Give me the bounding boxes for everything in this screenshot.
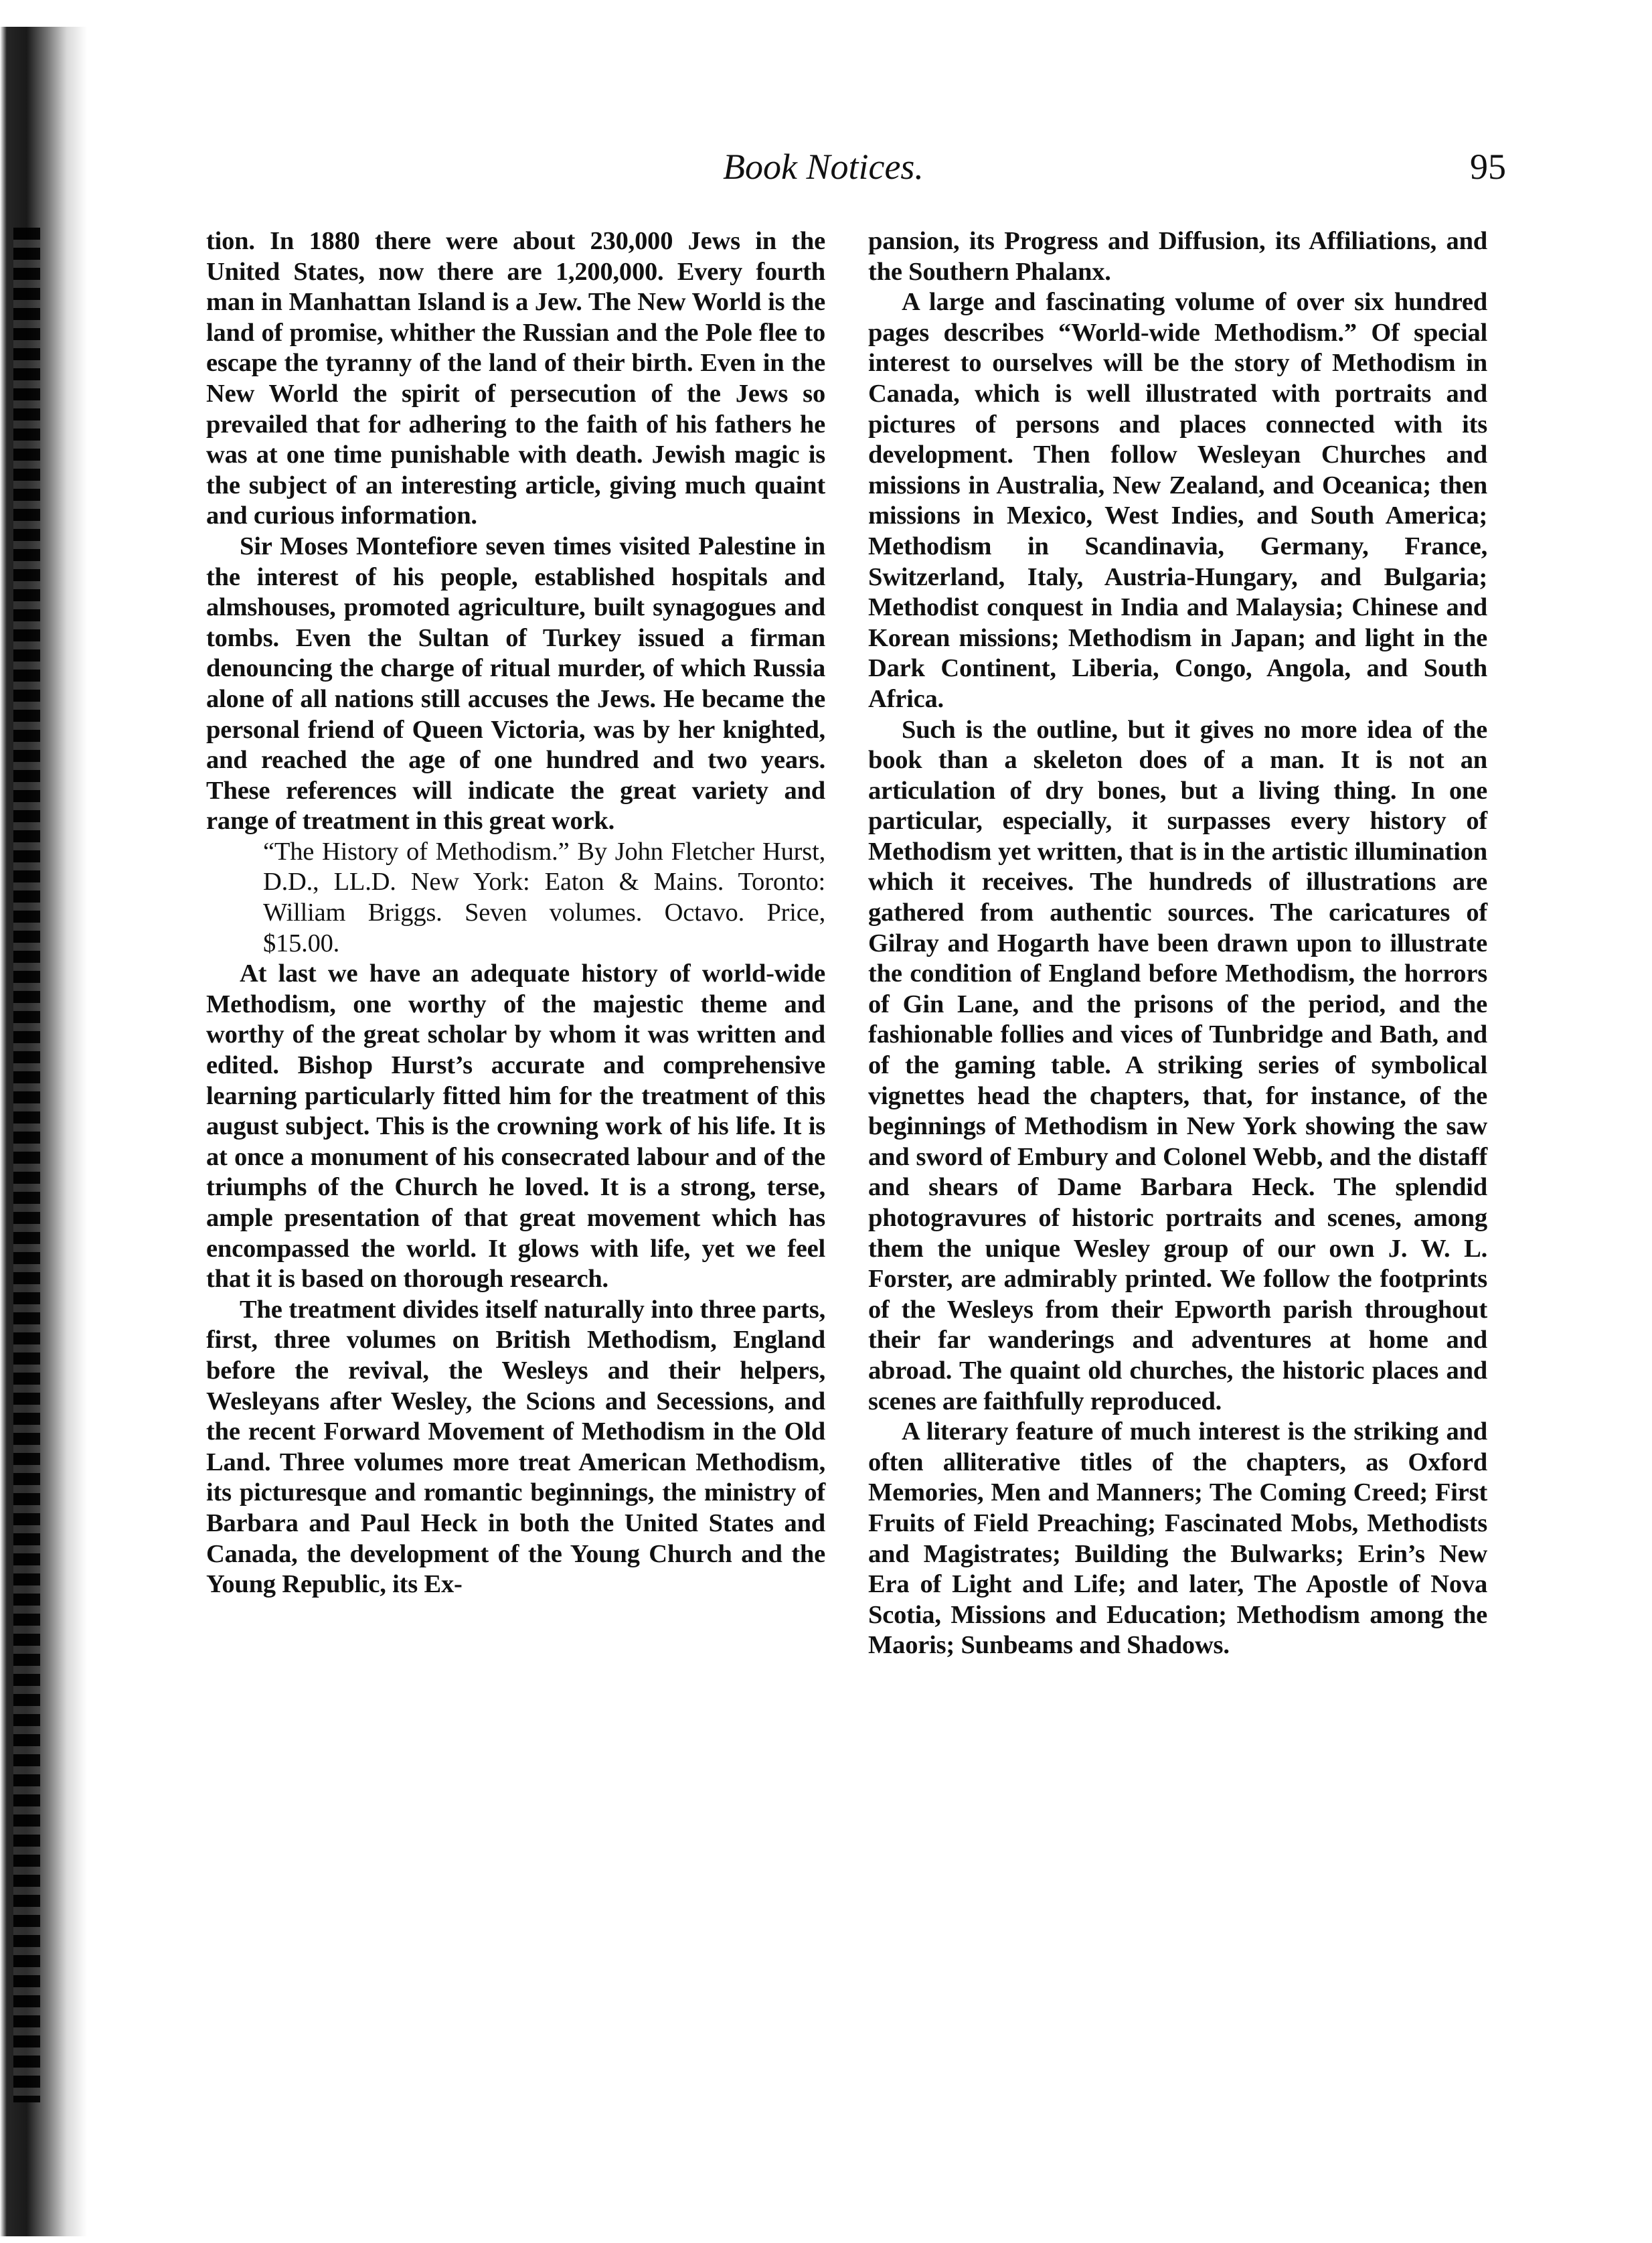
left-paragraph-2: Sir Moses Montefiore seven times visited Palestine in the interest of his people, established hospitals and almshouses, promoted agriculture, built synagogues and tombs. Even the Sultan of Turkey issued a firman denouncing the charge of ritual murder, of which Russia alone of all nations still accuses the Jews. He became the personal friend of Queen Victoria, was by her knighted, and reached the age of one hundred and two years. These references will indicate the great variety and range of treatment in this great work.	[206, 532, 825, 836]
book-entry-citation: “The History of Methodism.” By John Fletcher Hurst, D.D., LL.D. New York: Eaton & Mains. Toronto: William Briggs. Seven volumes. Octavo. Price, $15.00.	[263, 837, 825, 957]
running-head	[723, 146, 1513, 193]
left-paragraph-3: At last we have an adequate history of world-wide Methodism, one worthy of the majestic theme and worthy of the great scholar by whom it was written and edited. Bishop Hurst’s accurate and comprehensive learning particularly fitted him for the treatment of this august subject. This is the crowning work of his life. It is at once a monument of his consecrated labour and of the triumphs of the Church he loved. It is a strong, terse, ample presentation of that great movement which has encompassed the world. It glows with life, yet we feel that it is based on thorough research.	[206, 959, 825, 1294]
right-paragraph-3: Such is the outline, but it gives no more idea of the book than a skeleton does of a man. It is not an articulation of dry bones, but a living thing. In one particular, especially, it surpasses every history of Methodism yet written, that is in the artistic illumination which it receives. The hundreds of illustrations are gathered from authentic sources. The caricatures of Gilray and Hogarth have been drawn upon to illustrate the condition of England before Methodism, the horrors of Gin Lane, and the prisons of the period, and the fashionable follies and vices of Tunbridge and Bath, and of the gaming table. A striking series of symbolical vignettes head the chapters, that, for instance, of the beginnings of Methodism in New York showing the saw and sword of Embury and Colonel Webb, and the distaff and shears of Dame Barbara Heck. The splendid photogravures of historic portraits and scenes, among them the unique Wesley group of our own J. W. L. Forster, are admirably printed. We follow the footprints of the Wesleys from their Epworth parish throughout their far wanderings and adventures at home and abroad. The quaint old churches, the historic places and scenes are faithfully reproduced.	[868, 715, 1487, 1415]
right-paragraph-4: A literary feature of much interest is the striking and often alliterative titles of the chapters, as Oxford Memories, Men and Manners; The Coming Creed; First Fruits of Field Preaching; Fascinated Mobs, Methodists and Magistrates; Building the Bulwarks; Erin’s New Era of Light and Life; and later, The Apostle of Nova Scotia, Missions and Education; Methodism among the Maoris; Sunbeams and Shadows.	[868, 1417, 1487, 1660]
binding-edge-shadow	[0, 27, 87, 2236]
binding-edge-texture	[13, 228, 40, 2102]
left-paragraph-1: tion. In 1880 there were about 230,000 Jews in the United States, now there are 1,200,000. Every fourth man in Manhattan Island is a Jew. The New World is the land of promise, whither the Russian and the Pole flee to escape the tyranny of the land of their birth. Even in the New World the spirit of persecution of the Jews so prevailed that for adhering to the faith of his fathers he was at one time punishable with death. Jewish magic is the subject of an interesting article, giving much quaint and curious information.	[206, 227, 825, 530]
right-column	[868, 226, 1487, 1661]
running-head-title: Book Notices.	[723, 147, 924, 187]
page-number: 95	[1470, 147, 1506, 187]
left-column	[206, 226, 825, 1600]
left-paragraph-4: The treatment divides itself naturally into three parts, first, three volumes on British Methodism, England before the revival, the Wesleys and their helpers, Wesleyans after Wesley, the Scions and Secessions, and the recent Forward Movement of Methodism in the Old Land. Three volumes more treat American Methodism, its picturesque and romantic beginnings, the ministry of Barbara and Paul Heck in both the United States and Canada, the development of the Young Church and the Young Republic, its Ex-	[206, 1295, 825, 1599]
right-paragraph-1: pansion, its Progress and Diffusion, its Affiliations, and the Southern Phalanx.	[868, 227, 1487, 286]
right-paragraph-2: A large and fascinating volume of over six hundred pages describes “World-wide Methodism.” Of special interest to ourselves will be the story of Methodism in Canada, which is well illustrated with portraits and pictures of persons and places connected with its development. Then follow Wesleyan Churches and missions in Australia, New Zealand, and Oceanica; then missions in Mexico, West Indies, and South America; Methodism in Scandinavia, Germany, France, Switzerland, Italy, Austria-Hungary, and Bulgaria; Methodist conquest in India and Malaysia; Chinese and Korean missions; Methodism in Japan; and light in the Dark Continent, Liberia, Congo, Angola, and South Africa.	[868, 288, 1487, 713]
